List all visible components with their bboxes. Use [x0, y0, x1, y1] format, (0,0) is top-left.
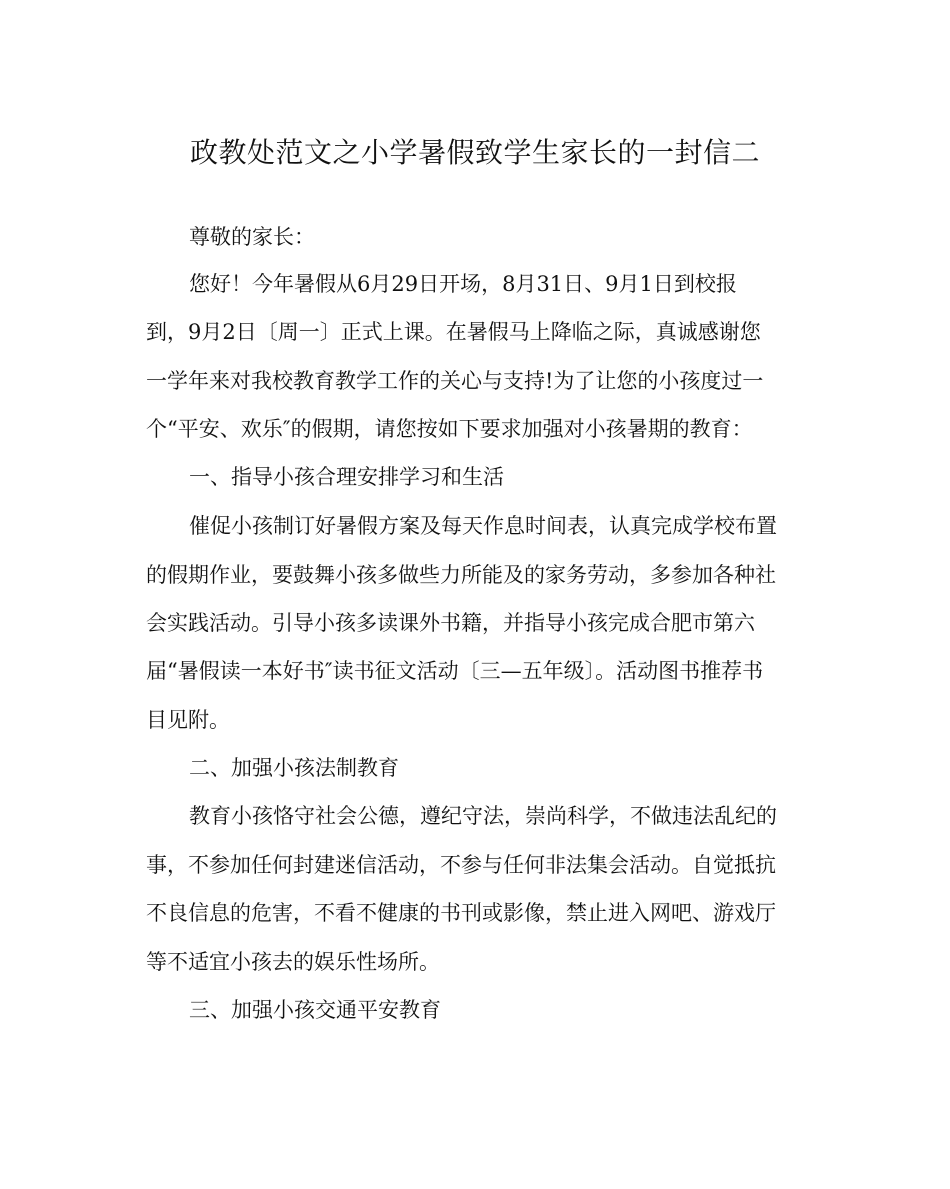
section-heading-1: 一、指导小孩合理安排学习和生活 — [189, 465, 504, 489]
section-heading-2: 二、加强小孩法制教育 — [189, 756, 399, 780]
body-line: 会实践活动。引导小孩多读课外书籍，并指导小孩完成合肥市第六 — [146, 611, 755, 635]
body-line: 目见附。 — [146, 708, 230, 732]
body-line: 您好！今年暑假从6月29日开场，8月31日、9月1日到校报 — [189, 272, 737, 296]
body-line: 等不适宜小孩去的娱乐性场所。 — [146, 950, 440, 974]
section-heading-3: 三、加强小孩交通平安教育 — [189, 998, 441, 1022]
body-line: 的假期作业，要鼓舞小孩多做些力所能及的家务劳动，多参加各种社 — [146, 563, 776, 587]
salutation: 尊敬的家长： — [189, 225, 315, 249]
body-line: 事，不参加任何封建迷信活动，不参与任何非法集会活动。自觉抵抗 — [146, 853, 776, 877]
body-line: 不良信息的危害，不看不健康的书刊或影像，禁止进入网吧、游戏厅 — [146, 901, 776, 925]
body-line: 个“平安、欢乐″的假期，请您按如下要求加强对小孩暑期的教育： — [146, 417, 753, 441]
body-line: 教育小孩恪守社会公德，遵纪守法，崇尚科学，不做违法乱纪的 — [189, 804, 777, 828]
body-line: 届“暑假读一本好书″读书征文活动〔三—五年级〕。活动图书推荐书 — [146, 659, 764, 683]
body-line: 到，9月2日〔周一〕正式上课。在暑假马上降临之际，真诚感谢您 — [146, 320, 761, 344]
body-line: 一学年来对我校教育教学工作的关心与支持!为了让您的小孩度过一 — [146, 369, 764, 393]
body-line: 催促小孩制订好暑假方案及每天作息时间表，认真完成学校布置 — [189, 514, 777, 538]
document-title: 政教处范文之小学暑假致学生家长的一封信二 — [189, 136, 760, 169]
